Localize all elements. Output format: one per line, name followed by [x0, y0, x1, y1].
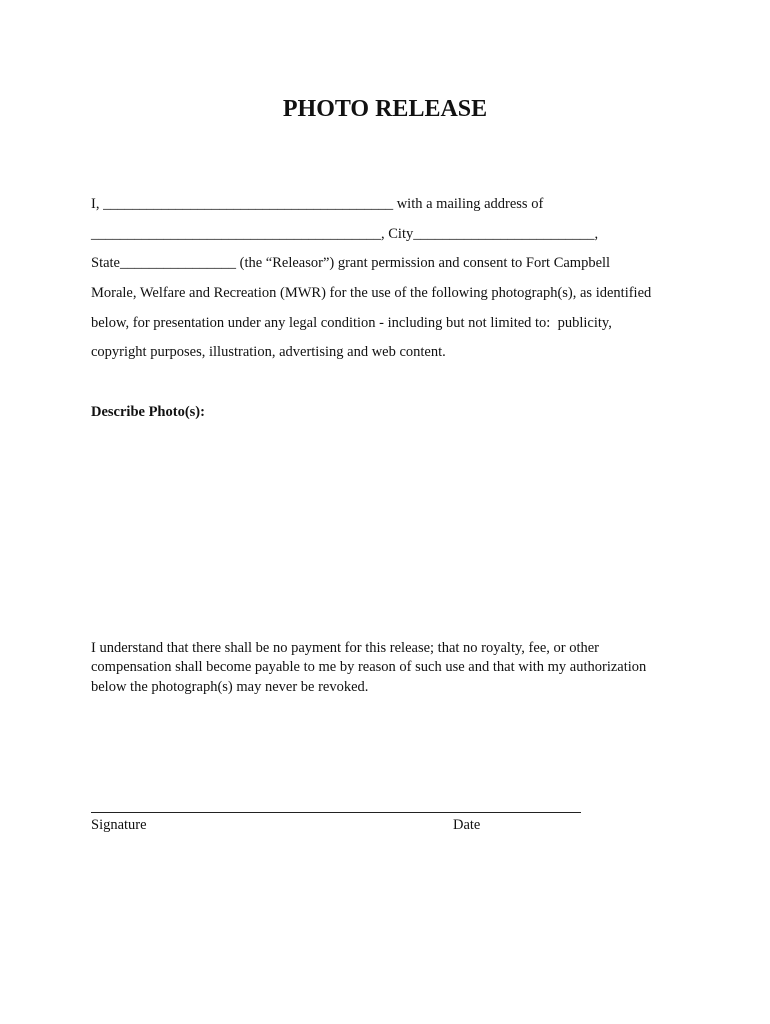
intro-line-5: below, for presentation under any legal condition - including but not limited to: publicity,: [91, 315, 612, 331]
document-title: PHOTO RELEASE: [282, 96, 488, 122]
signature-line: [91, 812, 581, 813]
intro-line-3: State________________ (the “Releasor”) grant permission and consent to Fort Campbell: [91, 255, 611, 271]
signature-label: Signature: [91, 817, 147, 833]
understand-line-1: I understand that there shall be no payment for this release; that no royalty, fee, or other: [91, 640, 599, 656]
intro-line-6: copyright purposes, illustration, advertising and web content.: [91, 344, 446, 360]
describe-photos-heading: Describe Photo(s):: [91, 404, 205, 420]
intro-line-4: Morale, Welfare and Recreation (MWR) for the use of the following photograph(s), as identified: [91, 285, 652, 301]
understand-line-3: below the photograph(s) may never be revoked.: [91, 679, 369, 695]
intro-line-2: ________________________________________, City_________________________,: [91, 226, 599, 242]
understand-line-2: compensation shall become payable to me by reason of such use and that with my authorization: [91, 659, 647, 675]
intro-line-1: I, ________________________________________ with a mailing address of: [91, 196, 544, 212]
date-label: Date: [453, 817, 481, 833]
